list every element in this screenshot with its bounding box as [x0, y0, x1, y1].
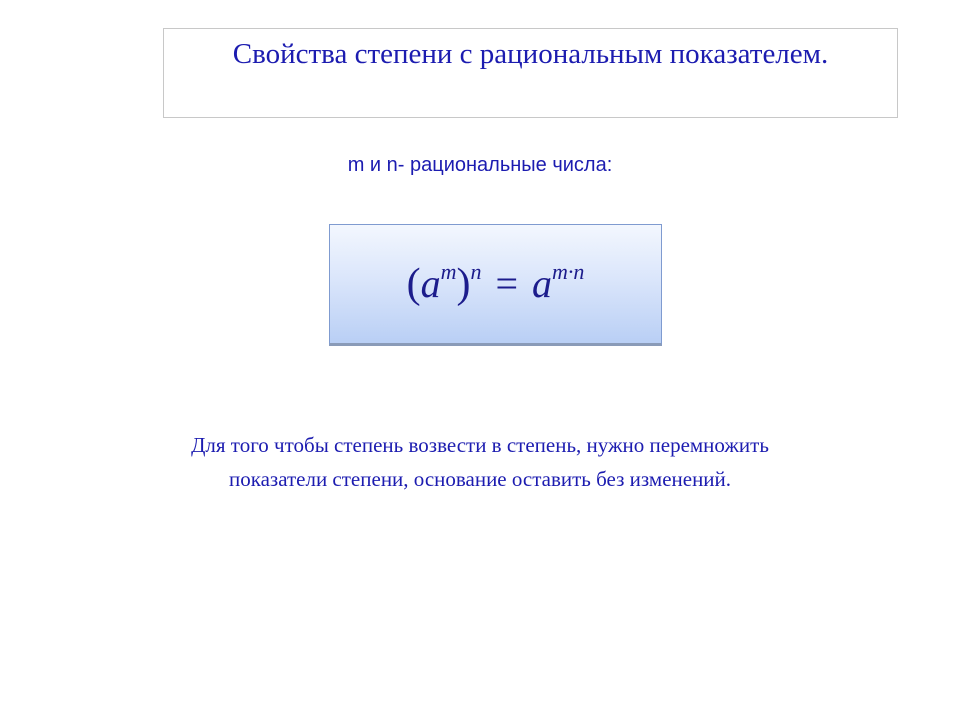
- subtitle: m и n- рациональные числа:: [347, 154, 613, 176]
- explanation-line-1: Для того чтобы степень возвести в степень, нужно перемножить: [191, 433, 769, 457]
- formula-base: a: [420, 261, 441, 306]
- formula-inner-exponent: m: [440, 258, 457, 284]
- title-box: [163, 28, 898, 118]
- formula-open-paren: (: [406, 261, 421, 307]
- formula-result-base: a: [532, 261, 553, 306]
- explanation-line-2: показатели степени, основание оставить без изменений.: [228, 467, 732, 491]
- slide-title: Свойства степени с рациональным показателем.: [232, 38, 829, 70]
- formula-box: [329, 224, 662, 346]
- explanation-text: [0, 428, 960, 496]
- formula-outer-exponent: n: [470, 258, 482, 284]
- formula-close-paren: ): [456, 261, 471, 307]
- formula: [330, 259, 661, 309]
- formula-equals: =: [495, 261, 519, 306]
- formula-result-exponent: m·n: [552, 258, 585, 284]
